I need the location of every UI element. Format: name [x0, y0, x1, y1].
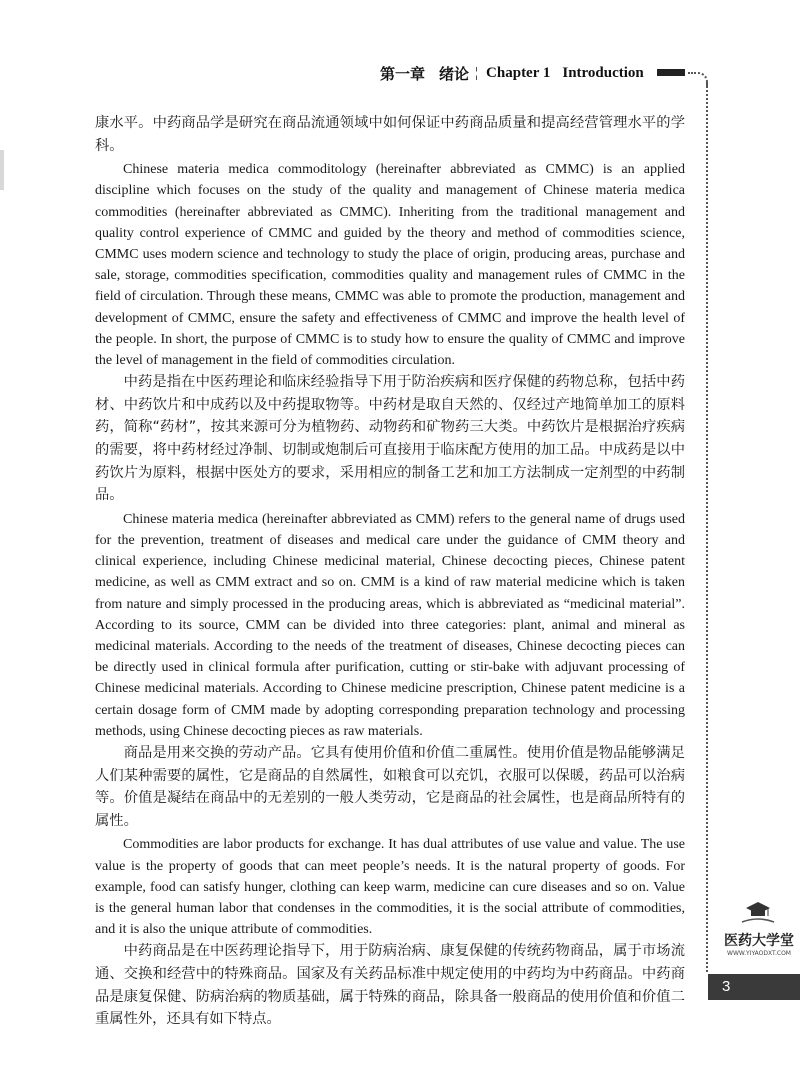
chapter-title-cn: 绪论 — [439, 66, 470, 83]
paragraph-chinese: 商品是用来交换的劳动产品。它具有使用价值和价值二重属性。使用价值是物品能够满足人们某种需要的属性，它是商品的自然属性，如粮食可以充饥，衣服可以保暖，药品可以治病等。价值是凝结在商品中的无差别的一般人类劳动，它是商品的社会属性，也是商品所特有的属性。 — [95, 745, 685, 829]
chapter-label-en: Chapter 1 — [486, 64, 551, 81]
paragraph-english: Chinese materia medica commoditology (hereinafter abbreviated as CMMC) is an applied discipline which focuses on the study of the quality and management of Chinese materia medica commodities (hereinafter abbreviated as CMMC). Inheriting from the traditional management and quality control experience of CMMC and guided by the theory and method of commodities science, CMMC uses modern science and technology to study the place of origin, producing areas, purchase and sale, storage, commodities specification, commodities quality and management rules of CMMC in the field of circulation. Through these means, CMMC was able to promote the production, management and development of CMMC, ensure the safety and effectiveness of CMMC and improve the health level of the people. In short, the purpose of CMMC is to study how to ensure the quality of CMMC and improve the level of management in the field of commodities circulation. — [95, 162, 685, 369]
dotted-border-right — [706, 82, 708, 972]
page-number: 3 — [722, 978, 731, 995]
running-header — [380, 62, 644, 84]
paragraph-chinese: 中药商品是在中医药理论指导下，用于防病治病、康复保健的传统药物商品，属于市场流通、交换和经营中的特殊商品。国家及有关药品标准中规定使用的中药均为中药商品。中药商品是康复保健、防病治病的物质基础，属于特殊的商品，除具备一般商品的使用价值和价值二重属性外，还具有如下特点。 — [95, 943, 685, 1028]
paragraph-english: Commodities are labor products for exchange. It has dual attributes of use value and value. The use value is the property of goods that can meet people’s needs. It is the natural property of goods. For example, food can satisfy hunger, clothing can keep warm, medicine can cure diseases and so on. Value is the general human labor that condenses in the commodities, it is the social attribute of commodities, and it is also the unique attribute of commodities. — [95, 837, 685, 938]
paragraph-chinese: 中药是指在中医药理论和临床经验指导下用于防治疾病和医疗保健的药物总称，包括中药材、中药饮片和中成药以及中药提取物等。中药材是取自天然的、仅经过产地简单加工的原料药，简称“药材”，按其来源可分为植物药、动物药和矿物药三大类。中药饮片是根据治疗疾病的需要，将中药材经过净制、切制或炮制后可直接用于临床配方使用的加工品。中成药是以中药饮片为原料，根据中医处方的要求，采用相应的制备工艺和加工方法制成一定剂型的中药制品。 — [95, 374, 685, 504]
paragraph-chinese: 康水平。中药商品学是研究在商品流通领域中如何保证中药商品质量和提高经营管理水平的学科。 — [95, 115, 685, 154]
chapter-title-en: Introduction — [562, 64, 644, 81]
header-separator: ¦ — [475, 64, 479, 81]
paragraph-english: Chinese materia medica (hereinafter abbreviated as CMM) refers to the general name of drugs used for the prevention, treatment of diseases and medical care under the guidance of CMM theory and clinical experience, including Chinese medicinal material, Chinese decocting pieces, Chinese patent medicine, as well as CMM extract and so on. CMM is a kind of raw material medicine which is taken from nature and simply processed in the producing areas, which is abbreviated as “medicinal material”. According to its source, CMM can be divided into three categories: plant, animal and mineral as medicinal materials. According to the needs of the treatment of diseases, Chinese decocting pieces can be directly used in clinical formula after purification, cutting or stir-bake with adjuvant processing of Chinese medicinal materials. According to Chinese medicine prescription, Chinese patent medicine is a certain dosage form of CMM made by adopting corresponding preparation technology and processing methods, using Chinese decocting pieces as raw materials. — [95, 511, 685, 739]
chapter-number: 第一章 — [380, 66, 426, 83]
header-bar-decoration — [657, 69, 685, 76]
body-text — [95, 112, 685, 1031]
publisher-logo-url: WWW.YIYAODXT.COM — [727, 950, 791, 957]
publisher-logo-name: 医药大学堂 — [724, 933, 794, 949]
page-edge-mark — [0, 150, 4, 190]
